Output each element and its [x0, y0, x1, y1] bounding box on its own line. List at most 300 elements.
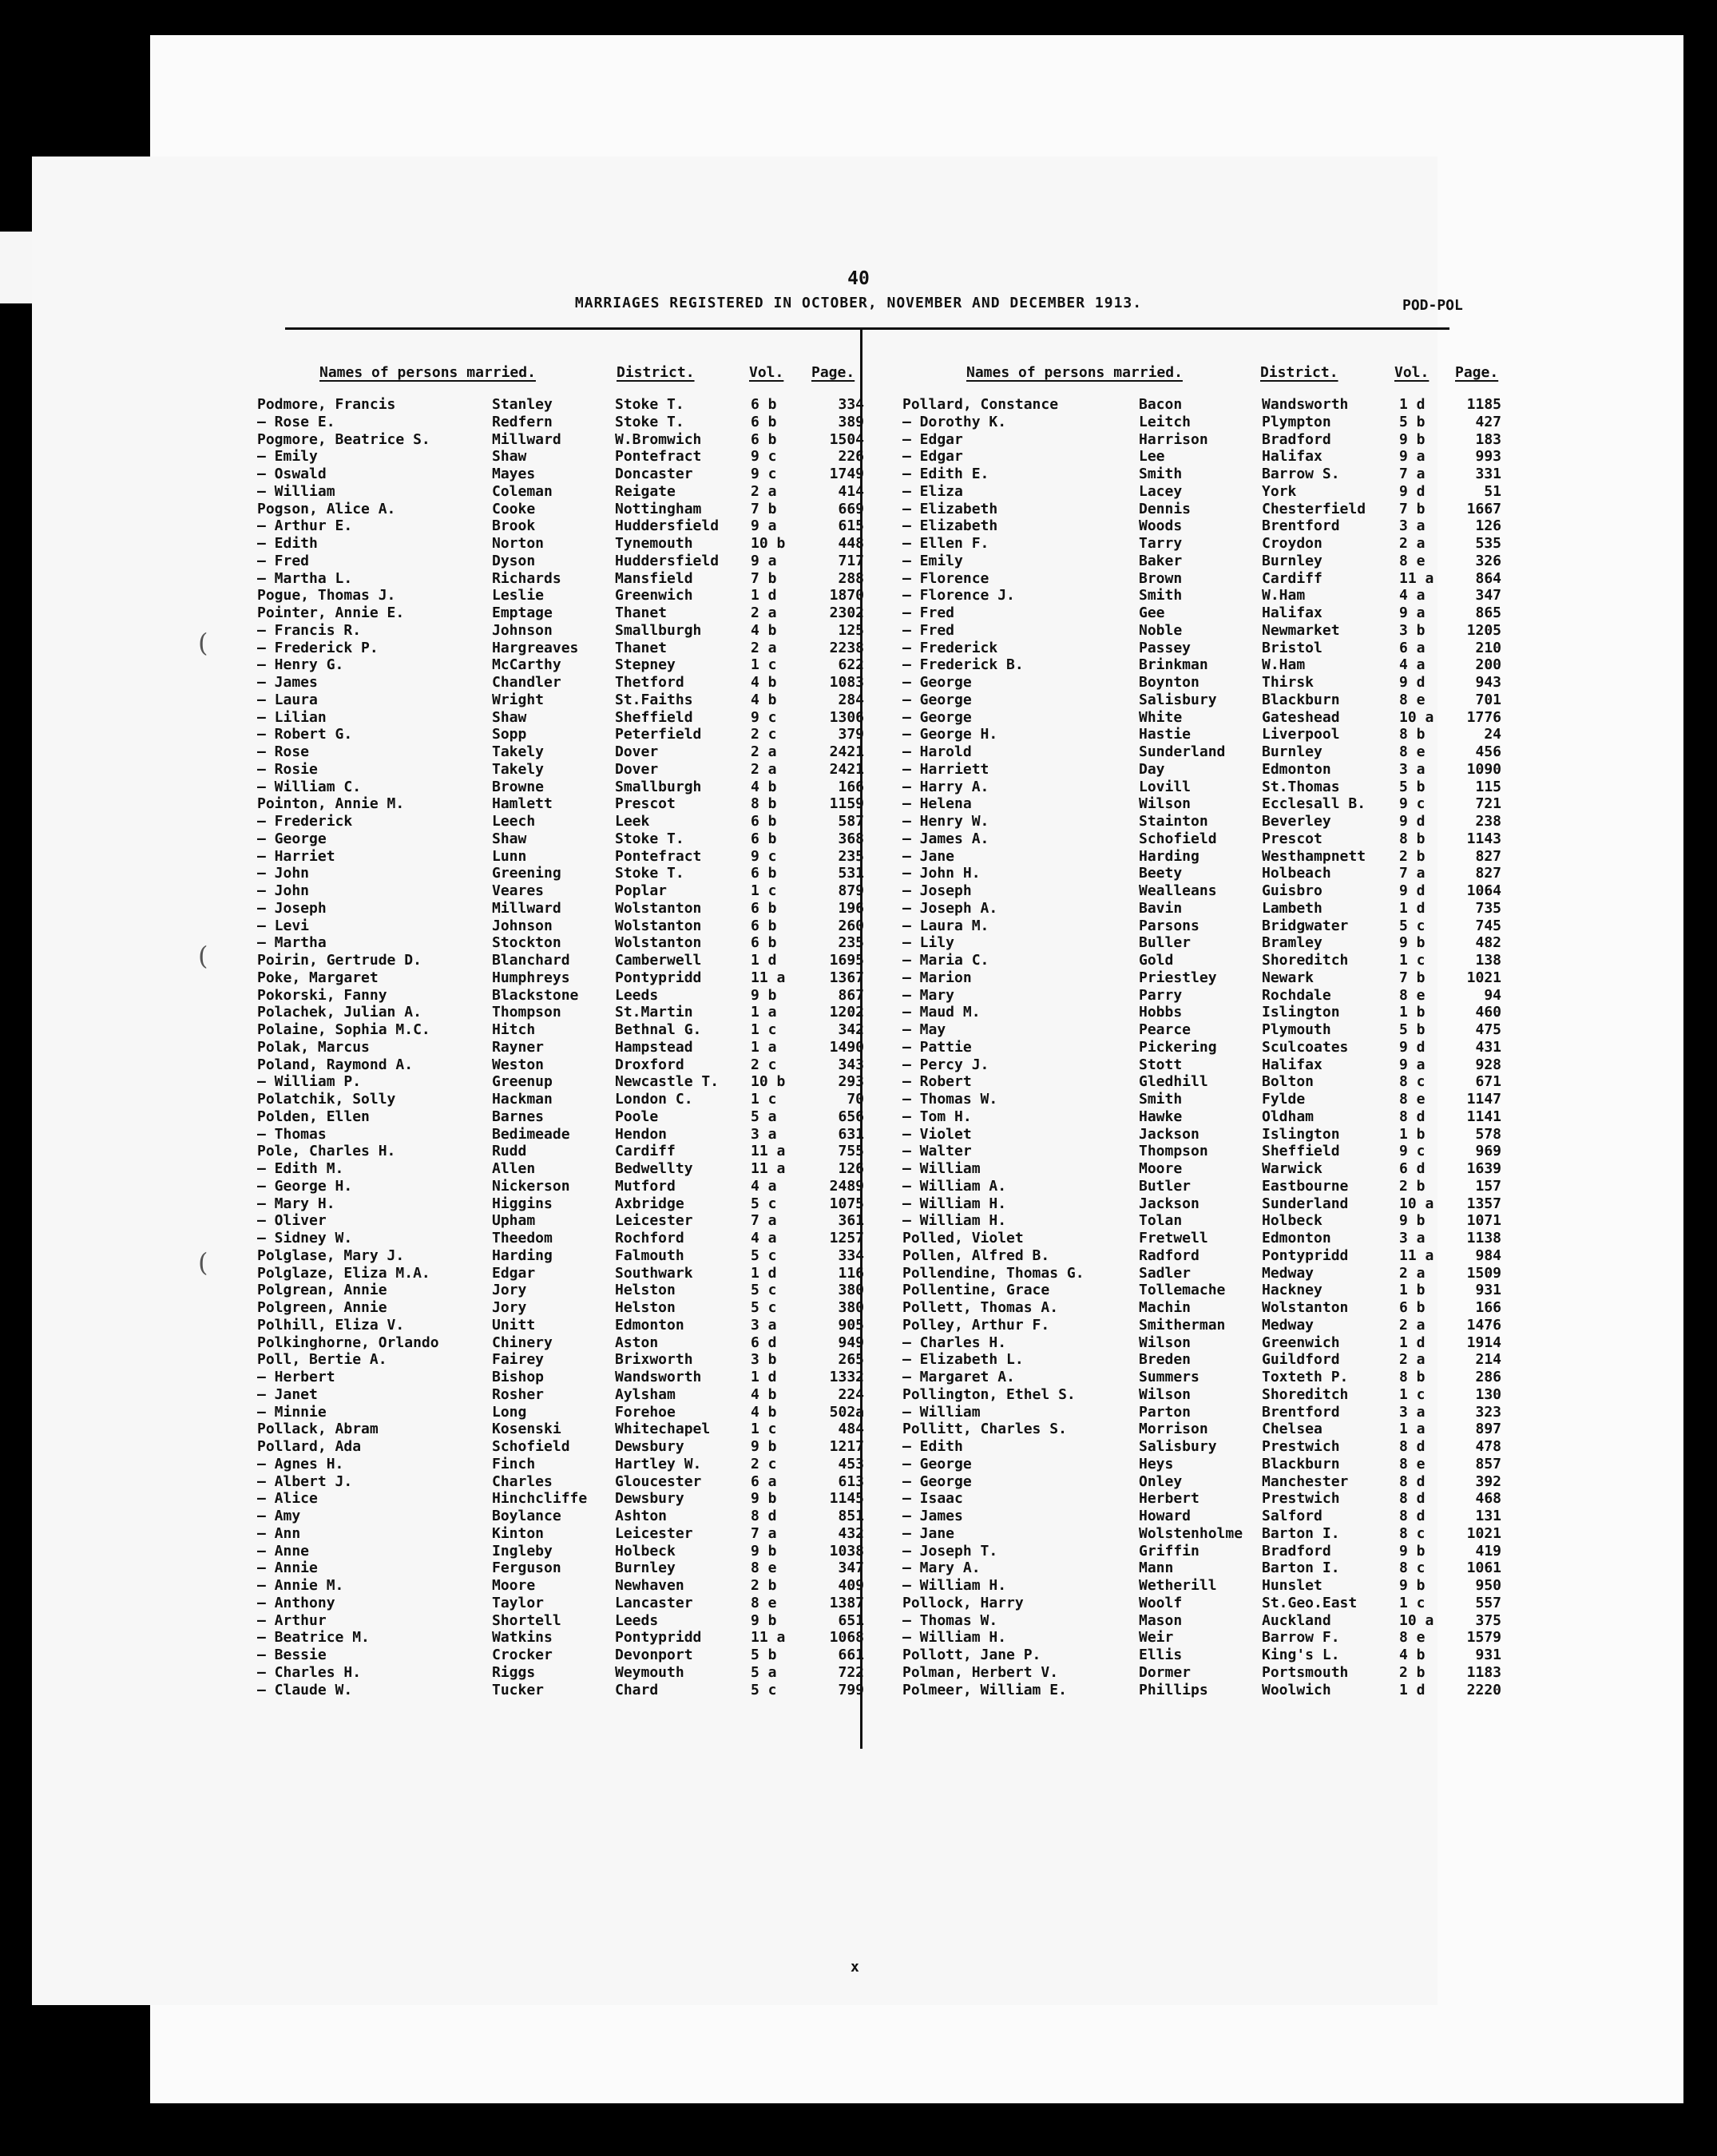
entry-row — [902, 414, 1509, 431]
entry-vol: 3 b — [751, 1351, 777, 1369]
entry-spouse: Sadler — [1139, 1264, 1192, 1282]
entry-spouse: Hackman — [492, 1091, 553, 1108]
entry-district: Axbridge — [615, 1195, 684, 1212]
entry-row — [902, 1369, 1509, 1386]
entry-page: 1667 — [1466, 500, 1501, 517]
entry-district: Auckland — [1262, 1611, 1331, 1629]
entry-name: — William H. — [902, 1195, 1007, 1212]
entry-spouse: Parry — [1139, 986, 1183, 1004]
entry-name: — Mary H. — [257, 1195, 335, 1212]
entry-name: Polglase, Mary J. — [257, 1246, 405, 1264]
entry-spouse: Wilson — [1139, 1385, 1192, 1403]
entry-row — [902, 726, 1509, 743]
entry-row — [257, 1682, 864, 1699]
entry-page: 905 — [838, 1316, 864, 1334]
entry-name: Podmore, Francis — [257, 396, 396, 413]
entry-vol: 6 d — [751, 1334, 777, 1351]
entry-vol: 9 c — [1399, 795, 1426, 813]
entry-vol: 8 e — [1399, 743, 1426, 760]
entry-name: — William A. — [902, 1177, 1007, 1195]
entry-page: 1749 — [829, 466, 864, 482]
entry-district: Hampstead — [615, 1038, 693, 1056]
entry-vol: 3 a — [1399, 1230, 1426, 1246]
entry-row — [257, 1629, 864, 1647]
entry-name: — Albert J. — [257, 1472, 353, 1490]
entry-name: — Anthony — [257, 1594, 335, 1611]
entry-page: 226 — [838, 448, 864, 466]
entry-row — [902, 587, 1509, 604]
entry-name: — Frederick B. — [902, 656, 1024, 674]
entry-spouse: Thompson — [492, 1004, 561, 1021]
entry-vol: 1 a — [751, 1004, 777, 1021]
entry-name: Pollott, Jane P. — [902, 1647, 1041, 1663]
entry-vol: 8 d — [751, 1508, 777, 1524]
entry-district: Dover — [615, 743, 659, 760]
entry-district: Islington — [1262, 1125, 1340, 1143]
left-header-vol: Vol. — [749, 364, 784, 381]
entry-district: Newhaven — [615, 1577, 684, 1594]
entry-name: — Agnes H. — [257, 1455, 344, 1472]
entry-name: — Fred — [257, 552, 310, 569]
entry-district: Plymouth — [1262, 1021, 1331, 1038]
entry-vol: 8 c — [1399, 1560, 1426, 1577]
entry-name: Poke, Margaret — [257, 969, 379, 986]
entry-spouse: Gee — [1139, 604, 1165, 621]
entry-name: — Isaac — [902, 1490, 963, 1508]
entry-name: — Edgar — [902, 448, 963, 466]
entry-vol: 1 d — [751, 1264, 777, 1282]
entry-vol: 4 b — [751, 691, 777, 708]
entry-page: 475 — [1475, 1021, 1501, 1038]
entry-page: 1870 — [829, 587, 864, 604]
entry-name: — Lilian — [257, 708, 327, 726]
entry-district: Lambeth — [1262, 899, 1322, 917]
entry-vol: 10 a — [1399, 1195, 1434, 1212]
entry-vol: 5 c — [751, 1681, 777, 1698]
entry-row — [257, 1438, 864, 1456]
entry-vol: 1 d — [1399, 396, 1426, 413]
entry-spouse: Gold — [1139, 952, 1174, 969]
entry-row — [902, 882, 1509, 900]
entry-name: — Helena — [902, 795, 972, 813]
entry-row — [257, 1004, 864, 1021]
entry-page: 1257 — [829, 1230, 864, 1246]
entry-page: 867 — [838, 986, 864, 1004]
entry-spouse: Bedimeade — [492, 1125, 570, 1143]
entry-vol: 6 b — [751, 865, 777, 882]
entry-name: Polhill, Eliza V. — [257, 1316, 405, 1334]
entry-vol: 9 a — [751, 517, 777, 535]
entry-vol: 1 c — [751, 656, 777, 674]
entry-district: Pontypridd — [615, 969, 702, 986]
entry-district: Prestwich — [1262, 1490, 1340, 1508]
entry-vol: 5 b — [1399, 778, 1426, 795]
entry-district: Rochford — [615, 1230, 684, 1246]
entry-name: — Eliza — [902, 482, 963, 500]
entry-name: — Ann — [257, 1524, 301, 1542]
entry-row — [257, 1421, 864, 1438]
entry-district: Barton I. — [1262, 1560, 1340, 1577]
entry-district: Peterfield — [615, 726, 702, 743]
entry-vol: 2 a — [1399, 1351, 1426, 1369]
entry-vol: 6 b — [751, 899, 777, 917]
entry-name: Poll, Bertie A. — [257, 1351, 387, 1369]
entry-vol: 4 b — [751, 621, 777, 639]
entry-vol: 1 d — [1399, 1681, 1426, 1698]
entry-page: 1159 — [829, 795, 864, 813]
entry-page: 1038 — [829, 1542, 864, 1560]
entry-name: — Edith — [902, 1438, 963, 1455]
entry-row — [257, 448, 864, 466]
entry-row — [902, 1317, 1509, 1334]
entry-spouse: Herbert — [1139, 1490, 1200, 1508]
entry-row — [902, 779, 1509, 796]
entry-page: 661 — [838, 1647, 864, 1663]
entry-name: — Rose — [257, 743, 310, 760]
entry-district: Nottingham — [615, 500, 702, 517]
entry-vol: 10 b — [751, 1073, 786, 1091]
entry-spouse: Millward — [492, 430, 561, 448]
entry-vol: 11 a — [751, 1160, 786, 1177]
entry-district: Wolstanton — [1262, 1299, 1349, 1316]
entry-district: Barrow S. — [1262, 466, 1340, 482]
entry-spouse: Onley — [1139, 1472, 1183, 1490]
entry-vol: 4 a — [751, 1177, 777, 1195]
entry-district: York — [1262, 482, 1297, 500]
entry-district: W.Ham — [1262, 587, 1306, 604]
entry-spouse: Shaw — [492, 708, 527, 726]
entry-row — [257, 570, 864, 588]
entry-vol: 2 b — [1399, 1177, 1426, 1195]
entry-row — [257, 987, 864, 1005]
entry-spouse: Hawke — [1139, 1108, 1183, 1125]
entry-spouse: Weston — [492, 1056, 545, 1073]
margin-mark: ( — [198, 941, 208, 971]
entry-row — [902, 1282, 1509, 1299]
entry-page: 288 — [838, 569, 864, 587]
entry-page: 126 — [838, 1160, 864, 1177]
entry-name: — Charles H. — [902, 1334, 1007, 1351]
entry-page: 651 — [838, 1611, 864, 1629]
entry-district: Sheffield — [1262, 1143, 1340, 1160]
entry-row — [257, 813, 864, 830]
entry-row — [257, 917, 864, 935]
entry-name: Polgrean, Annie — [257, 1282, 387, 1299]
entry-row — [257, 1647, 864, 1664]
entry-vol: 3 a — [751, 1125, 777, 1143]
entry-page: 1021 — [1466, 969, 1501, 986]
entry-row — [257, 674, 864, 692]
entry-district: Guisbro — [1262, 882, 1322, 899]
entry-name: — Rose E. — [257, 413, 335, 430]
entry-spouse: Baker — [1139, 552, 1183, 569]
entry-row — [257, 587, 864, 604]
entry-vol: 4 b — [751, 1385, 777, 1403]
entry-vol: 1 c — [751, 882, 777, 899]
entry-district: Camberwell — [615, 952, 702, 969]
entry-spouse: Stanley — [492, 396, 553, 413]
entry-vol: 9 d — [1399, 674, 1426, 691]
entry-row — [902, 1108, 1509, 1126]
entry-page: 347 — [838, 1560, 864, 1577]
entry-name: — Bessie — [257, 1647, 327, 1663]
entry-vol: 8 e — [751, 1594, 777, 1611]
entry-page: 1695 — [829, 952, 864, 969]
entry-row — [902, 1682, 1509, 1699]
entry-spouse: Harding — [492, 1246, 553, 1264]
entry-vol: 6 d — [1399, 1160, 1426, 1177]
entry-name: — Lily — [902, 934, 955, 952]
entry-name: Polak, Marcus — [257, 1038, 370, 1056]
entry-spouse: Stott — [1139, 1056, 1183, 1073]
entry-name: — Francis R. — [257, 621, 362, 639]
entry-row — [902, 692, 1509, 709]
entry-spouse: Moore — [492, 1577, 536, 1594]
entry-spouse: Woolf — [1139, 1594, 1183, 1611]
entry-name: — Mary — [902, 986, 955, 1004]
entry-page: 1138 — [1466, 1230, 1501, 1246]
entry-name: — Maria C. — [902, 952, 989, 969]
entry-row — [902, 1334, 1509, 1352]
entry-vol: 5 b — [1399, 1021, 1426, 1038]
entry-vol: 1 c — [1399, 1385, 1426, 1403]
entry-district: Brixworth — [615, 1351, 693, 1369]
entry-page: 928 — [1475, 1056, 1501, 1073]
entry-spouse: Smith — [1139, 1091, 1183, 1108]
entry-name: — Ellen F. — [902, 535, 989, 552]
entry-name: — Walter — [902, 1143, 972, 1160]
entry-vol: 8 e — [1399, 986, 1426, 1004]
entry-vol: 9 d — [1399, 882, 1426, 899]
entry-spouse: Norton — [492, 535, 545, 552]
entry-row — [902, 1021, 1509, 1039]
entry-page: 631 — [838, 1125, 864, 1143]
entry-district: Huddersfield — [615, 552, 720, 569]
entry-row — [902, 1647, 1509, 1664]
entry-row — [257, 830, 864, 848]
entry-vol: 6 b — [751, 917, 777, 934]
entry-district: Thirsk — [1262, 674, 1315, 691]
left-entries — [257, 396, 864, 1698]
entry-page: 622 — [838, 656, 864, 674]
entry-page: 1068 — [829, 1629, 864, 1647]
entry-vol: 9 b — [751, 1611, 777, 1629]
entry-row — [257, 743, 864, 761]
entry-row — [902, 795, 1509, 813]
entry-district: W.Ham — [1262, 656, 1306, 674]
entry-name: — Laura M. — [902, 917, 989, 934]
entry-name: — Herbert — [257, 1369, 335, 1385]
entry-page: 116 — [838, 1264, 864, 1282]
entry-spouse: Ferguson — [492, 1560, 561, 1577]
entry-name: Pollendine, Thomas G. — [902, 1264, 1085, 1282]
entry-row — [257, 517, 864, 535]
entry-vol: 2 a — [751, 760, 777, 778]
entry-row — [902, 952, 1509, 969]
entry-row — [902, 813, 1509, 830]
entry-vol: 6 b — [751, 934, 777, 952]
entry-row — [257, 622, 864, 640]
entry-spouse: Radford — [1139, 1246, 1200, 1264]
entry-spouse: Tolan — [1139, 1212, 1183, 1230]
entry-page: 969 — [1475, 1143, 1501, 1160]
entry-district: Wolstanton — [615, 934, 702, 952]
entry-district: Tynemouth — [615, 535, 693, 552]
entry-district: Bramley — [1262, 934, 1322, 952]
entry-page: 531 — [838, 865, 864, 882]
entry-district: Bradford — [1262, 430, 1331, 448]
entry-name: — Frederick P. — [257, 639, 379, 656]
entry-district: Sculcoates — [1262, 1038, 1349, 1056]
entry-page: 2238 — [829, 639, 864, 656]
entry-spouse: Millward — [492, 899, 561, 917]
entry-name: Polkinghorne, Orlando — [257, 1334, 439, 1351]
entry-page: 950 — [1475, 1577, 1501, 1594]
entry-name: — James — [257, 674, 318, 691]
entry-name: — William P. — [257, 1073, 362, 1091]
entry-district: Bradford — [1262, 1542, 1331, 1560]
entry-vol: 2 a — [751, 743, 777, 760]
entry-row — [257, 692, 864, 709]
entry-district: Oldham — [1262, 1108, 1315, 1125]
entry-name: Pollentine, Grace — [902, 1282, 1050, 1299]
entry-page: 210 — [1475, 639, 1501, 656]
entry-vol: 1 b — [1399, 1282, 1426, 1299]
entry-name: — Jane — [902, 1524, 955, 1542]
margin-mark: ( — [198, 628, 208, 658]
entry-row — [902, 674, 1509, 692]
entry-row — [902, 1664, 1509, 1682]
entry-page: 1202 — [829, 1004, 864, 1021]
entry-page: 669 — [838, 500, 864, 517]
entry-vol: 1 d — [751, 952, 777, 969]
entry-spouse: Upham — [492, 1212, 536, 1230]
entry-spouse: Day — [1139, 760, 1165, 778]
entry-name: Pollen, Alfred B. — [902, 1246, 1050, 1264]
entry-row — [257, 1056, 864, 1074]
entry-vol: 4 b — [751, 674, 777, 691]
entry-row — [257, 865, 864, 882]
entry-spouse: Riggs — [492, 1663, 536, 1681]
header-rule — [285, 327, 1449, 330]
entry-name: — Frederick — [257, 813, 353, 830]
entry-vol: 1 b — [1399, 1125, 1426, 1143]
entry-spouse: Morrison — [1139, 1421, 1208, 1438]
entry-district: Croydon — [1262, 535, 1322, 552]
entry-page: 286 — [1475, 1369, 1501, 1385]
entry-spouse: Brown — [1139, 569, 1183, 587]
entry-district: Greenwich — [1262, 1334, 1340, 1351]
entry-spouse: Chandler — [492, 674, 561, 691]
entry-vol: 9 a — [751, 552, 777, 569]
entry-district: Islington — [1262, 1004, 1340, 1021]
entry-row — [257, 1543, 864, 1560]
entry-row — [257, 1577, 864, 1595]
entry-page: 115 — [1475, 778, 1501, 795]
entry-page: 1579 — [1466, 1629, 1501, 1647]
entry-name: — Thomas W. — [902, 1091, 998, 1108]
entry-name: — Anne — [257, 1542, 310, 1560]
entry-page: 1205 — [1466, 621, 1501, 639]
entry-row — [257, 1473, 864, 1491]
entry-vol: 9 b — [751, 986, 777, 1004]
entry-row — [257, 1299, 864, 1317]
entry-row — [902, 1265, 1509, 1282]
entry-row — [257, 431, 864, 449]
entry-spouse: Blanchard — [492, 952, 570, 969]
entry-district: Forehoe — [615, 1403, 676, 1421]
entry-spouse: Hinchcliffe — [492, 1490, 588, 1508]
entry-district: Hackney — [1262, 1282, 1322, 1299]
entry-name: — Frederick — [902, 639, 998, 656]
entry-page: 414 — [838, 482, 864, 500]
entry-vol: 8 d — [1399, 1438, 1426, 1455]
entry-spouse: Blackstone — [492, 986, 579, 1004]
entry-row — [902, 1595, 1509, 1612]
entry-name: Polden, Ellen — [257, 1108, 370, 1125]
entry-spouse: Ingleby — [492, 1542, 553, 1560]
entry-row — [902, 1039, 1509, 1056]
entry-row — [902, 466, 1509, 483]
entry-spouse: Beety — [1139, 865, 1183, 882]
entry-page: 484 — [838, 1421, 864, 1438]
entry-spouse: Coleman — [492, 482, 553, 500]
entry-spouse: Mason — [1139, 1611, 1183, 1629]
footer-mark: x — [851, 1959, 859, 1976]
entry-spouse: Woods — [1139, 517, 1183, 535]
index-range: POD-POL — [1402, 297, 1463, 314]
entry-district: Woolwich — [1262, 1681, 1331, 1698]
entry-page: 368 — [838, 830, 864, 847]
entry-row — [257, 1126, 864, 1143]
entry-vol: 6 b — [1399, 1299, 1426, 1316]
entry-name: — Harriett — [902, 760, 989, 778]
entry-name: — Mary A. — [902, 1560, 981, 1577]
entry-district: Holbeach — [1262, 865, 1331, 882]
entry-name: — Emily — [902, 552, 963, 569]
entry-spouse: Griffin — [1139, 1542, 1200, 1560]
entry-page: 857 — [1475, 1455, 1501, 1472]
entry-district: Barton I. — [1262, 1524, 1340, 1542]
entry-district: Warwick — [1262, 1160, 1322, 1177]
entry-name: — Fred — [902, 621, 955, 639]
entry-name: — Claude W. — [257, 1681, 353, 1698]
entry-spouse: Tarry — [1139, 535, 1183, 552]
entry-district: Pontefract — [615, 847, 702, 865]
entry-row — [902, 1351, 1509, 1369]
entry-name: — Emily — [257, 448, 318, 466]
entry-district: Bridgwater — [1262, 917, 1349, 934]
entry-district: Mutford — [615, 1177, 676, 1195]
entry-district: Pontypridd — [615, 1629, 702, 1647]
entry-row — [257, 1456, 864, 1473]
entry-page: 1332 — [829, 1369, 864, 1385]
entry-page: 427 — [1475, 413, 1501, 430]
entry-district: Cardiff — [1262, 569, 1322, 587]
entry-row — [902, 900, 1509, 917]
entry-row — [902, 396, 1509, 414]
entry-district: Cardiff — [615, 1143, 676, 1160]
entry-page: 166 — [838, 778, 864, 795]
entry-row — [902, 1056, 1509, 1074]
entry-row — [902, 1143, 1509, 1160]
entry-spouse: Lovill — [1139, 778, 1192, 795]
entry-vol: 2 c — [751, 1056, 777, 1073]
entry-page: 755 — [838, 1143, 864, 1160]
entry-page: 214 — [1475, 1351, 1501, 1369]
entry-spouse: Finch — [492, 1455, 536, 1472]
entry-spouse: Fairey — [492, 1351, 545, 1369]
